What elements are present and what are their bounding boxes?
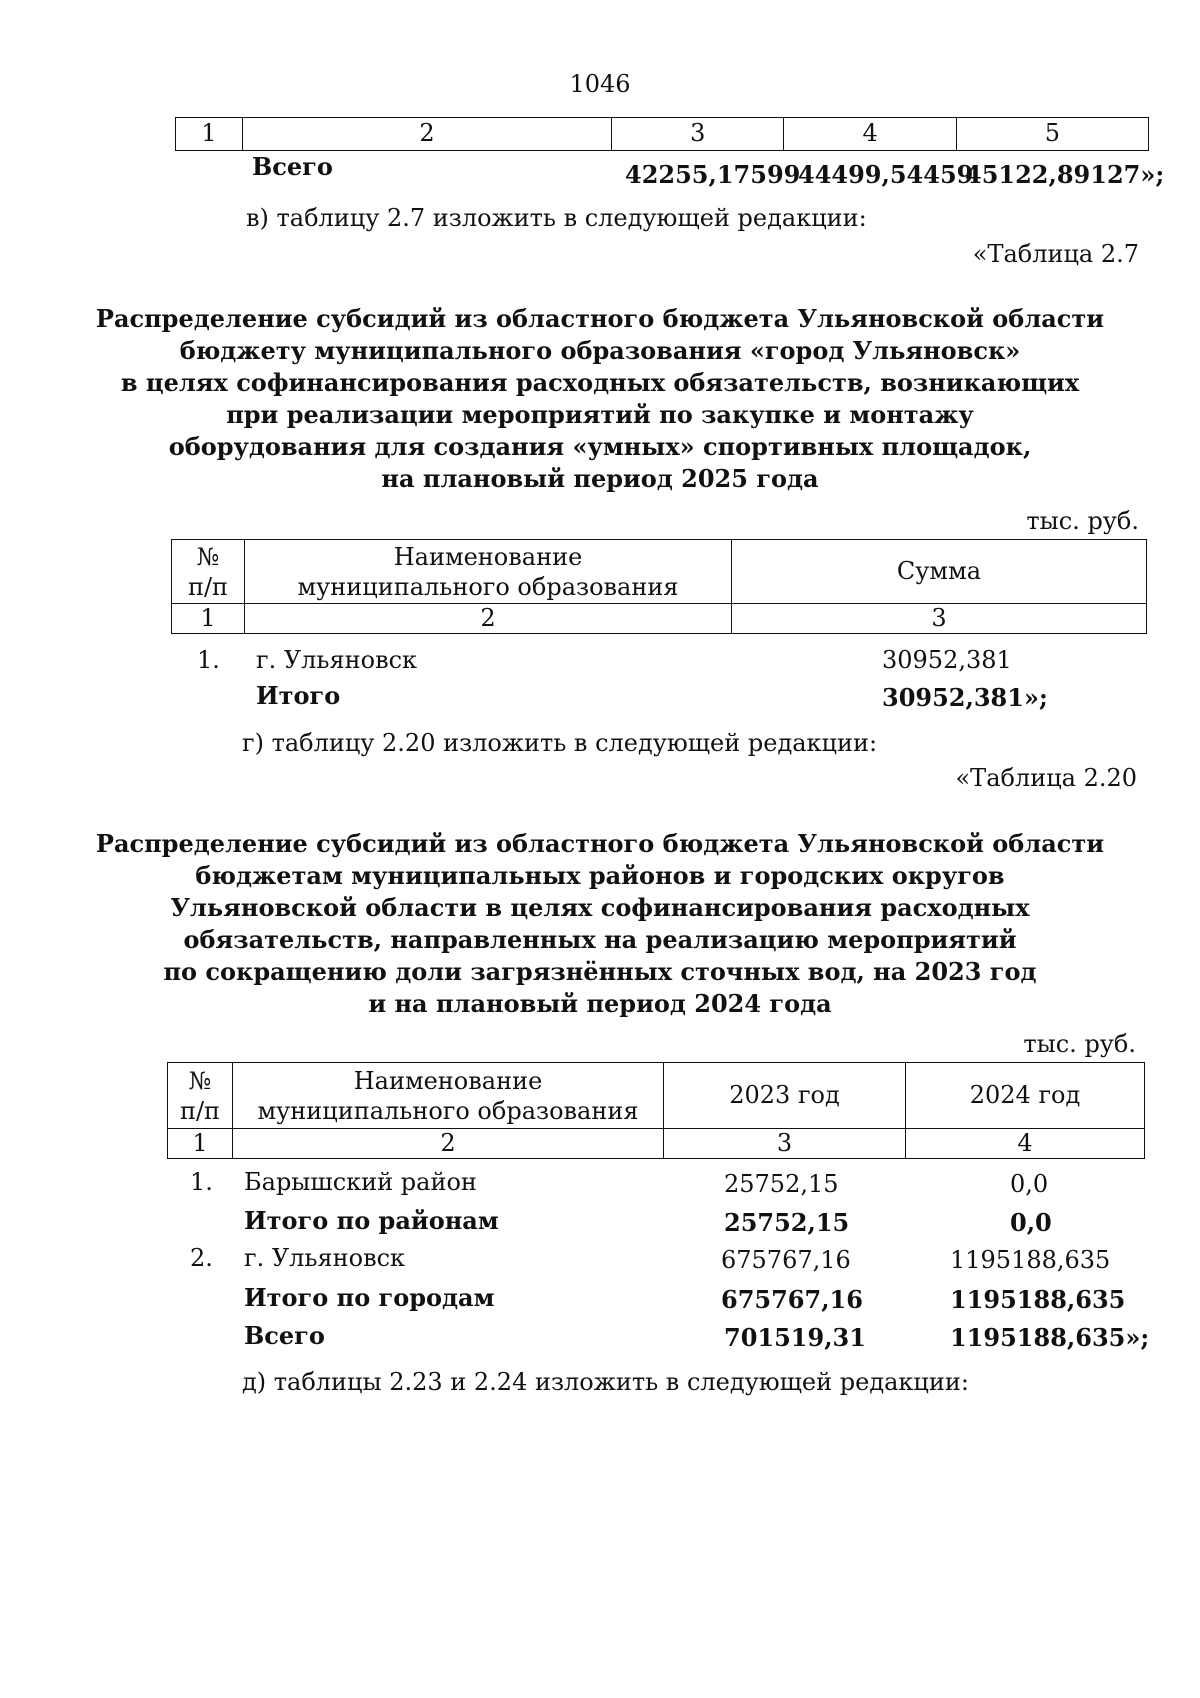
title-line: оборудования для создания «умных» спортивных площадок,: [168, 432, 1032, 461]
top-total-value: 45122,89127»;: [965, 160, 1165, 189]
num-cell: 2: [245, 604, 732, 634]
col-no-line: №: [188, 1066, 212, 1095]
col-year-header: 2024 год: [906, 1063, 1145, 1129]
top-total-value: 42255,17599: [625, 160, 801, 189]
header-cell: 3: [612, 118, 784, 151]
subtotal-value: 675767,16: [721, 1285, 863, 1314]
header-cell: 1: [176, 118, 243, 151]
num-cell: 3: [664, 1129, 906, 1159]
row-value: 0,0: [1010, 1170, 1049, 1198]
table-2-7-title: [0, 303, 1200, 495]
num-cell: 3: [732, 604, 1147, 634]
subtotal-value: 1195188,635: [950, 1285, 1126, 1314]
table-2-7-header: [171, 539, 1147, 634]
row-name: г. Ульяновск: [256, 646, 418, 674]
subtotal-value: 25752,15: [724, 1208, 850, 1237]
num-cell: 2: [233, 1129, 664, 1159]
title-line: Ульяновской области в целях софинансирования расходных: [170, 893, 1030, 922]
col-name-line: Наименование: [353, 1066, 543, 1095]
header-cell: 2: [242, 118, 611, 151]
instruction-c: в) таблицу 2.7 изложить в следующей редакции:: [246, 204, 867, 232]
instruction-d: г) таблицу 2.20 изложить в следующей редакции:: [242, 729, 878, 757]
col-name-line: Наименование: [393, 542, 583, 571]
total-value: 30952,381»;: [882, 683, 1048, 712]
col-name-header: [233, 1063, 664, 1129]
title-line: обязательств, направленных на реализацию мероприятий: [183, 925, 1017, 954]
col-no-line: №: [196, 542, 220, 571]
title-line: при реализации мероприятий по закупке и монтажу: [226, 400, 974, 429]
num-cell: 4: [906, 1129, 1145, 1159]
col-no-line: п/п: [187, 572, 229, 601]
title-line: бюджету муниципального образования «город Ульяновск»: [179, 336, 1021, 365]
row-number: 1.: [190, 1168, 213, 1196]
col-name-line: муниципального образования: [257, 1096, 639, 1125]
col-no-line: п/п: [179, 1096, 221, 1125]
num-cell: 1: [172, 604, 245, 634]
top-total-label: Всего: [252, 152, 333, 181]
col-sum-header: Сумма: [732, 540, 1147, 604]
title-line: Распределение субсидий из областного бюджета Ульяновской области: [95, 304, 1105, 333]
row-value: 1195188,635: [950, 1246, 1111, 1274]
table-ref-2-7: «Таблица 2.7: [972, 240, 1139, 268]
title-line: Распределение субсидий из областного бюджета Ульяновской области: [95, 829, 1105, 858]
subtotal-label: Итого по районам: [244, 1206, 499, 1235]
col-name-line: муниципального образования: [297, 572, 679, 601]
page-number: 1046: [569, 70, 631, 98]
col-no-header: [168, 1063, 233, 1129]
subtotal-value: 0,0: [1010, 1208, 1052, 1237]
units-label: тыс. руб.: [1023, 1030, 1136, 1058]
row-name: Барышский район: [244, 1168, 477, 1196]
title-line: на плановый период 2025 года: [381, 464, 819, 493]
table-2-20-title: [0, 828, 1200, 1020]
table-2-20-header: [167, 1062, 1145, 1159]
row-value: 675767,16: [721, 1246, 851, 1274]
col-year-header: 2023 год: [664, 1063, 906, 1129]
col-no-header: [172, 540, 245, 604]
total-label: Итого: [256, 681, 341, 710]
row-number: 2.: [190, 1244, 213, 1272]
table-ref-2-20: «Таблица 2.20: [955, 764, 1137, 792]
top-total-value: 44499,54459: [798, 160, 974, 189]
title-line: в целях софинансирования расходных обязательств, возникающих: [120, 368, 1080, 397]
row-value: 30952,381: [882, 646, 1012, 674]
row-value: 25752,15: [724, 1170, 839, 1198]
header-cell: 4: [784, 118, 956, 151]
total-value: 1195188,635»;: [950, 1323, 1150, 1352]
header-cell: 5: [956, 118, 1148, 151]
subtotal-label: Итого по городам: [244, 1283, 495, 1312]
units-label: тыс. руб.: [1026, 507, 1139, 535]
row-name: г. Ульяновск: [244, 1244, 406, 1272]
title-line: по сокращению доли загрязнённых сточных вод, на 2023 год: [163, 957, 1037, 986]
col-name-header: [245, 540, 732, 604]
title-line: и на плановый период 2024 года: [368, 989, 832, 1018]
top-table-header: [175, 117, 1149, 151]
total-label: Всего: [244, 1321, 325, 1350]
total-value: 701519,31: [724, 1323, 866, 1352]
title-line: бюджетам муниципальных районов и городских округов: [195, 861, 1005, 890]
row-number: 1.: [197, 646, 220, 674]
instruction-e: д) таблицы 2.23 и 2.24 изложить в следующей редакции:: [242, 1368, 969, 1396]
num-cell: 1: [168, 1129, 233, 1159]
